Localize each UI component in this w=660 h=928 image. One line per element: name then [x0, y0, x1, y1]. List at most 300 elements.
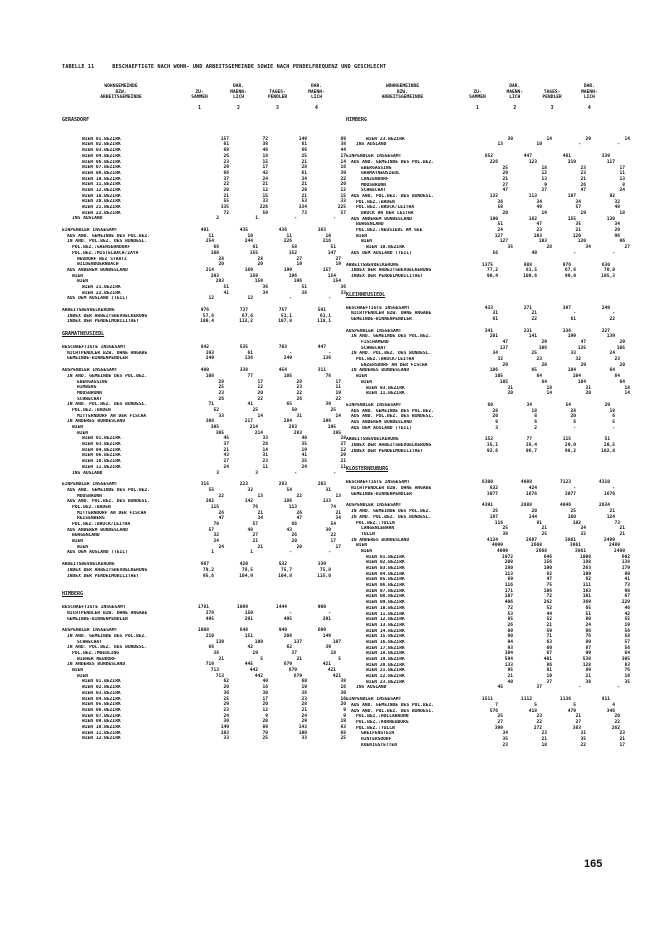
row-value: 39 — [325, 402, 331, 408]
header-col-line: DAR. — [583, 84, 595, 89]
row-value: 67 — [546, 651, 552, 657]
row-value: 420 — [239, 562, 248, 568]
row-value: 29 — [223, 165, 229, 171]
row-value: 23 — [262, 459, 268, 465]
row-value: 37 — [223, 176, 229, 182]
row-value: 156 — [543, 560, 552, 566]
row-value: 195 — [332, 430, 341, 436]
row-label: WIEN 12.BEZIRK — [82, 187, 121, 193]
row-value: 53 — [507, 611, 513, 617]
row-value: 6 — [534, 419, 537, 425]
row-value: 609 — [317, 628, 326, 634]
row-value: 6 — [612, 414, 615, 420]
row-value: 160 — [567, 514, 576, 520]
row-value: 28 — [257, 256, 263, 262]
row-value: 29 — [223, 702, 229, 708]
row-value: 61 — [301, 142, 307, 148]
row-value: 60 — [546, 645, 552, 651]
header-col-2 — [219, 82, 258, 101]
row-value: 339 — [601, 154, 610, 160]
row-value: 401 — [543, 657, 552, 663]
row-value: 67,6 — [241, 313, 253, 319]
row-value: 208 — [504, 560, 513, 566]
row-value: 149 — [322, 633, 331, 639]
row-value: 61 — [492, 316, 498, 322]
row-value: 5 — [338, 656, 341, 662]
row-value: 3 — [255, 470, 258, 476]
row-value: 56 — [624, 645, 630, 651]
row-value: 55 — [624, 617, 630, 623]
row-label: WIEN 06.BEZIRK — [366, 583, 405, 589]
row-value: 75,7 — [280, 567, 292, 573]
row-value: 113 — [504, 571, 513, 577]
row-value: 38 — [340, 142, 346, 148]
row-label: REISENBERG — [77, 516, 105, 522]
row-value: 100 — [298, 730, 307, 736]
row-value: 65 — [531, 368, 537, 374]
row-value: 4124 — [486, 537, 498, 543]
row-value: 21 — [252, 539, 258, 545]
row-value: 26 — [291, 533, 297, 539]
row-value: 109 — [254, 639, 263, 645]
row-label: MITTERNDORF AN DER FISCHA — [77, 510, 147, 516]
header-place-label — [346, 82, 459, 101]
row-value: 21 — [502, 176, 508, 182]
row-value: 19 — [546, 674, 552, 680]
row-value: 32 — [575, 357, 581, 363]
row-label: INS AUSLAND — [72, 470, 103, 476]
row-value: 162 — [528, 216, 537, 222]
row-value: 31 — [507, 385, 513, 391]
row-value: 27 — [223, 459, 229, 465]
row-value: 24 — [213, 539, 219, 545]
row-value: - — [612, 425, 615, 431]
row-value: 62 — [223, 679, 229, 685]
row-value: 20 — [507, 391, 513, 397]
row-label: WIEN 01.BEZIRK — [366, 554, 405, 560]
row-value: 31 — [585, 385, 591, 391]
row-label: WIEN 07.BEZIRK — [82, 165, 121, 171]
row-label: POL.BEZ.:MOEDLING — [72, 651, 120, 657]
row-value: 8 — [622, 182, 625, 188]
row-value: 150 — [244, 610, 253, 616]
row-value: 104,9 — [239, 573, 253, 579]
row-value: 51 — [497, 222, 503, 228]
row-value: 15 — [262, 159, 268, 165]
row-value: 2888 — [520, 503, 532, 509]
row-value: 21 — [541, 736, 547, 742]
row-value: 14 — [262, 447, 268, 453]
table-row — [346, 448, 615, 455]
row-value: 20 — [585, 391, 591, 397]
row-value: 26 — [507, 622, 513, 628]
row-value: 69 — [507, 577, 513, 583]
table-row — [62, 736, 346, 742]
row-label: IN AND. GEMEINDE DES POL.BEZ. — [351, 334, 432, 340]
row-value: 47 — [296, 516, 302, 522]
row-value: 22 — [257, 396, 263, 402]
row-value: 53 — [301, 199, 307, 205]
header-col-line: TAGES- — [269, 89, 286, 95]
row-value: 20 — [614, 714, 620, 720]
row-label: INDEX DER ARBEITSBEVOELKERUNG — [351, 443, 432, 449]
row-value: 219 — [567, 159, 576, 165]
row-value: 124 — [606, 514, 615, 520]
row-value: 157 — [322, 267, 331, 273]
column-number: 2 — [513, 105, 517, 111]
row-value: - — [289, 610, 292, 616]
row-value: 22 — [536, 719, 542, 725]
row-value: 19 — [301, 685, 307, 691]
row-value: 59 — [262, 210, 268, 216]
row-value: 2668 — [530, 543, 542, 549]
row-label: POL.BEZ.:NEUSIEDL AM SEE — [356, 228, 423, 234]
row-value: 22 — [580, 742, 586, 748]
row-value: 11 — [340, 464, 346, 470]
row-value: 1136 — [559, 697, 571, 703]
table-row — [346, 316, 615, 323]
column-number: 1 — [476, 105, 479, 111]
row-value: 34 — [335, 516, 341, 522]
row-value: - — [573, 250, 576, 256]
row-value: 15 — [262, 193, 268, 199]
row-value: 25 — [252, 407, 258, 413]
row-value: 31 — [325, 487, 331, 493]
row-value: 308 — [205, 419, 214, 425]
row-value: 85 — [507, 617, 513, 623]
row-value: 20 — [257, 262, 263, 268]
table-row — [346, 742, 625, 749]
row-value: 113 — [288, 504, 297, 510]
row-value: 27 — [624, 245, 630, 251]
row-value: 35,1 — [486, 443, 498, 449]
row-label: POL.BEZ.:BADEN — [72, 407, 111, 413]
row-value: 44 — [340, 148, 346, 154]
row-value: 648 — [239, 628, 248, 634]
row-value: 34 — [614, 222, 620, 228]
row-value: 3861 — [564, 537, 576, 543]
row-value: 71 — [546, 634, 552, 640]
row-value: 137 — [293, 639, 302, 645]
row-value: 262 — [543, 600, 552, 606]
row-value: 38 — [340, 679, 346, 685]
row-value: 33 — [223, 736, 229, 742]
row-value: 33 — [301, 736, 307, 742]
row-value: 116 — [494, 520, 503, 526]
row-value: 20 — [291, 539, 297, 545]
row-value: 17 — [262, 165, 268, 171]
row-value: 23 — [536, 357, 542, 363]
row-value: 436 — [278, 228, 287, 234]
row-value: 31 — [580, 731, 586, 737]
table-row — [346, 273, 615, 280]
row-value: 21 — [301, 707, 307, 713]
row-value: 77 — [247, 373, 253, 379]
row-value: 5 — [260, 656, 263, 662]
row-value: 383 — [572, 725, 581, 731]
row-value: 31 — [262, 453, 268, 459]
row-value: 147 — [327, 250, 336, 256]
row-value: - — [612, 250, 615, 256]
row-value: 19 — [296, 262, 302, 268]
row-label: BURGENLAND — [72, 533, 100, 539]
row-value: 149 — [298, 136, 307, 142]
row-label: WIEN 04.BEZIRK — [366, 571, 405, 577]
header-place-line: WOHNGEMEINDE — [385, 84, 420, 89]
header-col-line: PENDLER — [267, 95, 288, 101]
row-value: - — [612, 311, 615, 317]
row-label: POL.BEZ.:MISTELBACH/ZAYA — [72, 250, 139, 256]
row-value: 7 — [495, 702, 498, 708]
header-col-line: DAR. — [232, 84, 245, 89]
row-value: - — [578, 685, 581, 691]
row-value: 64 — [619, 379, 625, 385]
row-value: 12 — [340, 187, 346, 193]
row-value: 22 — [531, 316, 537, 322]
row-value: 32 — [614, 199, 620, 205]
row-label: POL.BEZ.:BRUCK/LEITHA — [72, 522, 131, 528]
row-label: AUS AND. GEMEINDE DES POL.BEZ. — [351, 408, 434, 414]
row-value: 99,0 — [564, 273, 576, 279]
row-value: 38 — [262, 142, 268, 148]
row-label: LANGENLEBARN — [361, 526, 395, 532]
row-value: 92 — [609, 193, 615, 199]
row-value: 227 — [601, 328, 610, 334]
row-label: WIEN — [356, 233, 368, 239]
right-table-column — [346, 82, 630, 748]
row-label: WIEN 22.BEZIRK — [82, 290, 121, 296]
row-value: 55 — [208, 487, 214, 493]
row-value: 106 — [489, 368, 498, 374]
row-value: 93 — [507, 645, 513, 651]
row-value: 25 — [541, 531, 547, 537]
row-value: 29 — [619, 340, 625, 346]
row-value: 28 — [218, 379, 224, 385]
row-label: WIEN 20.BEZIRK — [82, 199, 121, 205]
row-label: POL.BEZ.:KORNEUBURG — [356, 719, 409, 725]
row-value: 34 — [502, 731, 508, 737]
row-value: 231 — [523, 328, 532, 334]
row-value: 21 — [619, 526, 625, 532]
row-value: 40 — [301, 436, 307, 442]
row-value: 57 — [252, 522, 258, 528]
row-value: 128 — [582, 662, 591, 668]
row-value: - — [573, 425, 576, 431]
row-value: 25 — [223, 696, 229, 702]
row-label: NICHTPENDLER BZW. OHNE ANGABE — [67, 610, 148, 616]
row-value: 19 — [541, 211, 547, 217]
header-col-line: ZU- — [473, 89, 482, 95]
row-label: AUS ANDEREM BUNDESLAND — [67, 267, 128, 273]
row-value: 8300 — [481, 480, 493, 486]
row-value: 41 — [624, 577, 630, 583]
row-value: 262 — [611, 725, 620, 731]
header-col-line: MAENN- — [581, 89, 598, 95]
row-label: WIEN 21.BEZIRK — [366, 668, 405, 674]
row-label: AUS AND. GEMEINDE DES POL.BEZ. — [67, 233, 150, 239]
row-value: 305 — [621, 657, 630, 663]
row-value: 37 — [536, 685, 542, 691]
row-value: 226 — [283, 239, 292, 245]
row-value: 29 — [502, 362, 508, 368]
row-value: 679 — [293, 673, 302, 679]
row-value: 32 — [497, 357, 503, 363]
row-label: POL.BEZ.:TULLN — [356, 520, 395, 526]
row-value: 1676 — [603, 491, 615, 497]
row-label: WIEN 22.BEZIRK — [82, 210, 121, 216]
row-value: 29 — [604, 402, 610, 408]
row-label: AUS ANDEREM BUNDESLAND — [351, 419, 412, 425]
row-value: 116 — [504, 583, 513, 589]
row-value: 120 — [577, 239, 586, 245]
row-label: AUS DEM AUSLAND (TEIL) — [351, 425, 412, 431]
row-value: 23 — [296, 385, 302, 391]
row-value: 3861 — [574, 548, 586, 554]
row-value: 19 — [335, 390, 341, 396]
row-value: 44 — [546, 611, 552, 617]
row-value: 11 — [262, 464, 268, 470]
row-value: 20 — [619, 362, 625, 368]
row-label: WIEN 11.BEZIRK — [82, 730, 121, 736]
row-value: 17 — [340, 153, 346, 159]
row-label: FISCHAMEND — [361, 340, 389, 346]
row-value: 32 — [213, 533, 219, 539]
row-value: 591 — [317, 308, 326, 314]
row-value: 25 — [218, 385, 224, 391]
row-value: 17 — [335, 544, 341, 550]
row-value: 481 — [562, 154, 571, 160]
row-value: 73 — [301, 210, 307, 216]
row-label: WIEN 15.BEZIRK — [366, 634, 405, 640]
row-label: WIEN 04.BEZIRK — [82, 696, 121, 702]
row-value: 33 — [262, 199, 268, 205]
row-value: 94 — [507, 639, 513, 645]
row-value: 679 — [283, 662, 292, 668]
row-value: - — [289, 550, 292, 556]
row-label: WIEN — [72, 425, 84, 431]
row-label: WIEN — [77, 430, 89, 436]
row-value: 5 — [534, 702, 537, 708]
row-value: 29 — [585, 136, 591, 142]
row-label: WIEN — [72, 273, 84, 279]
row-value: 159 — [249, 273, 258, 279]
municipality-heading: KLOSTERNEUBURG — [346, 466, 389, 473]
row-label: WIEN — [361, 239, 373, 245]
row-value: 33 — [340, 290, 346, 296]
row-value: 27 — [541, 188, 547, 194]
row-value: 115 — [210, 504, 219, 510]
row-value: 104,8 — [278, 573, 292, 579]
row-label: NICHTPENDLER BZW. OHNE ANGABE — [351, 311, 432, 317]
row-value: 13 — [497, 142, 503, 148]
row-value: 105 — [494, 374, 503, 380]
row-value: 75,8 — [319, 567, 331, 573]
row-label: WIEN — [77, 544, 89, 550]
row-value: 64 — [614, 374, 620, 380]
row-value: 142 — [244, 499, 253, 505]
row-value: 35 — [624, 679, 630, 685]
row-value: 22 — [223, 182, 229, 188]
row-label: AUSPENDLER INSGESAMT — [62, 368, 118, 374]
row-label: MOOSBRUNN — [361, 182, 386, 188]
row-value: 1676 — [525, 491, 537, 497]
row-value: 104 — [572, 374, 581, 380]
row-value: 18 — [609, 408, 615, 414]
row-value: 186 — [283, 499, 292, 505]
row-value: 98 — [624, 588, 630, 594]
row-value: 17 — [330, 539, 336, 545]
row-value: 88 — [262, 724, 268, 730]
row-label: WIEN 10.BEZIRK — [82, 724, 121, 730]
row-value: 37 — [291, 651, 297, 657]
row-label: ARBEITSBEVOELKERUNG — [346, 262, 399, 268]
row-label: EINPENDLER INSGESAMT — [62, 228, 118, 234]
row-value: 29 — [541, 340, 547, 346]
row-label: INS AUSLAND — [356, 142, 387, 148]
row-value: 16 — [262, 685, 268, 691]
row-value: 900 — [317, 605, 326, 611]
row-value: 217 — [244, 419, 253, 425]
row-value: 949 — [278, 628, 287, 634]
row-label: POL.BEZ.:BADEN — [72, 504, 111, 510]
row-value: 75 — [546, 583, 552, 589]
row-value: 3077 — [486, 491, 498, 497]
row-value: 36 — [340, 284, 346, 290]
row-value: 12 — [257, 385, 263, 391]
row-label: IN AND. GEMEINDE DES POL.BEZ. — [351, 509, 432, 515]
row-value: 23 — [619, 731, 625, 737]
row-value: 107 — [332, 639, 341, 645]
row-label: AUS ANDEREM BUNDESLAND — [67, 527, 128, 533]
row-value: 58 — [624, 634, 630, 640]
row-value: 14 — [546, 391, 552, 397]
row-label: LANZENDORF — [361, 176, 389, 182]
row-value: 46 — [262, 148, 268, 154]
row-value: 14 — [624, 391, 630, 397]
row-value: 81 — [546, 668, 552, 674]
row-value: 2 — [534, 425, 537, 431]
row-value: 27 — [502, 182, 508, 188]
row-label: KOENIGSTETTEN — [361, 742, 397, 748]
row-label: WIEN 10.BEZIRK — [82, 176, 121, 182]
municipality-heading: HIMBERG — [346, 116, 368, 123]
row-value: 25 — [340, 736, 346, 742]
row-value: 20 — [223, 187, 229, 193]
row-value: 3 — [216, 470, 219, 476]
row-value: 57 — [575, 205, 581, 211]
page-number: 165 — [584, 858, 603, 870]
row-value: 291 — [322, 616, 331, 622]
row-value: 111 — [582, 583, 591, 589]
row-value: 104 — [504, 651, 513, 657]
header-place-label — [62, 82, 180, 101]
row-value: 25 — [502, 165, 508, 171]
row-value: 203 — [317, 482, 326, 488]
row-value: 106 — [543, 588, 552, 594]
row-value: 21 — [296, 656, 302, 662]
row-value: 163 — [582, 588, 591, 594]
row-value: 369 — [582, 600, 591, 606]
row-value: 141 — [528, 334, 537, 340]
row-value: 23 — [580, 171, 586, 177]
row-value: 143 — [298, 724, 307, 730]
row-value: 17 — [619, 742, 625, 748]
row-label: WIEN 03.BEZIRK — [366, 566, 405, 572]
header-place-line: BZW. — [115, 89, 127, 95]
row-label: WIEN 18.BEZIRK — [82, 193, 121, 199]
row-value: 139 — [606, 334, 615, 340]
row-value: 18 — [541, 742, 547, 748]
